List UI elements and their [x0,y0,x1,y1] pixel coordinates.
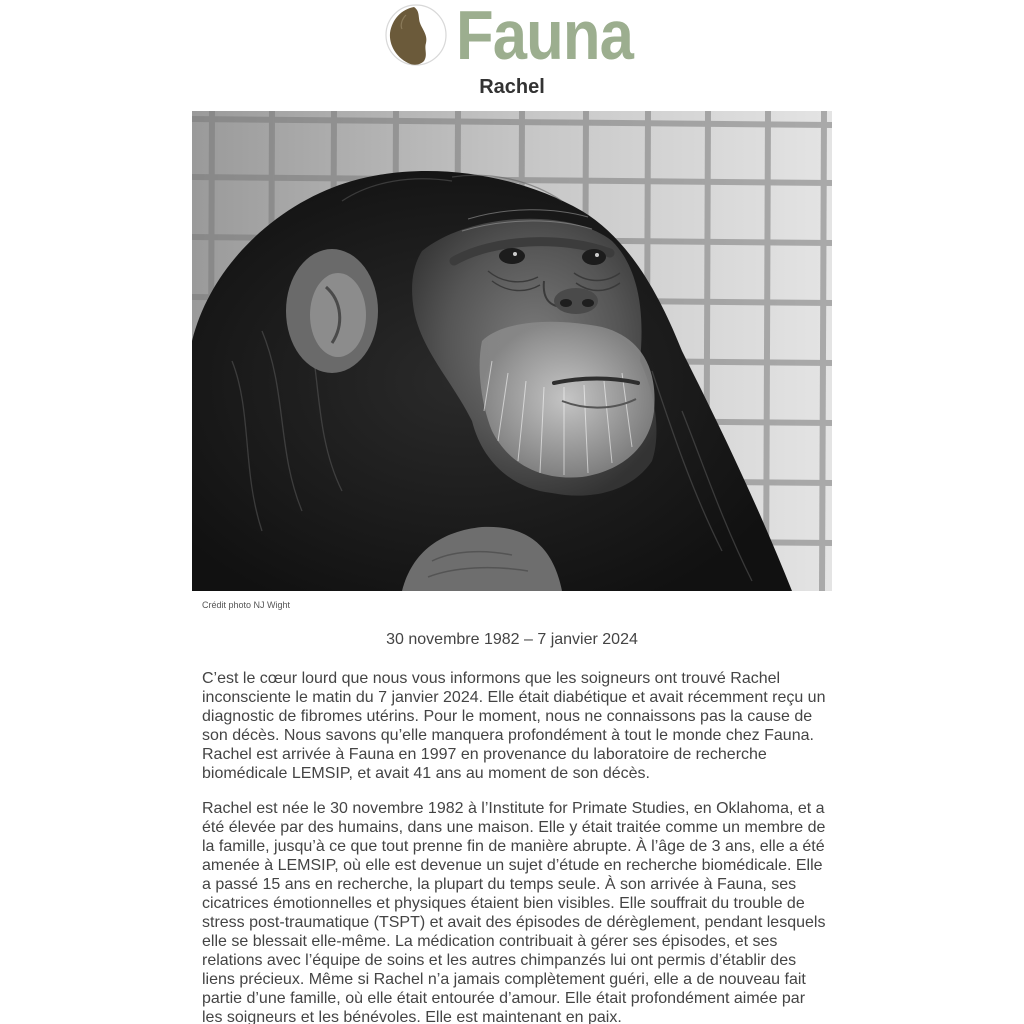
photo-credit: Crédit photo NJ Wight [202,600,291,610]
photo-image-icon [192,111,832,591]
article-paragraph: Rachel est née le 30 novembre 1982 à l’Institute for Primate Studies, en Oklahoma, et a été élevée par des humains, dans une maison. Elle y était traitée comme un membre de la famille, jusqu’à ce que tout prenne fin de manière abrupte. À l’âge de 3 ans, elle a été amenée à LEMSIP, où elle est devenue un sujet d’étude en recherche biomédicale. Elle a passé 15 ans en recherche, la plupart du temps seule. À son arrivée à Fauna, ses cicatrices émotionnelles et physiques étaient bien visibles. Elle souffrait du trouble de stress post-traumatique (TSPT) et avait des épisodes de dérèglement, pendant lesquels elle se blessait elle-même. La médication contribuait à gérer ses épisodes, et ses relations avec l’équipe de soins et les autres chimpanzés lui ont permis d’établir des liens précieux. Même si Rachel n’a jamais complètement guéri, elle a de nouveau fait partie d’une famille, où elle était entourée d’amour. Elle était profondément aimée par les soigneurs et les bénévoles. Elle est maintenant en paix. [202,800,826,1024]
logo[interactable] [0,0,1024,74]
article-paragraph: C’est le cœur lourd que nous vous informons que les soigneurs ont trouvé Rachel inconsciente le matin du 7 janvier 2024. Elle était diabétique et avait récemment reçu un diagnostic de fibromes utérins. Pour le moment, nous ne connaissons pas la cause de son décès. Nous savons qu’elle manquera profondément à tout le monde chez Fauna. Rachel est arrivée à Fauna en 1997 en provenance du laboratoire de recherche biomédicale LEMSIP, et avait 41 ans au moment de son décès. [202,670,826,782]
chimpanzee-photo [192,111,832,591]
article-body [202,669,827,1024]
page-title: Rachel [479,76,545,98]
logo-wordmark: Fauna [456,0,634,74]
fauna-logo-icon [384,3,448,67]
life-dates: 30 novembre 1982 – 7 janvier 2024 [386,631,638,648]
